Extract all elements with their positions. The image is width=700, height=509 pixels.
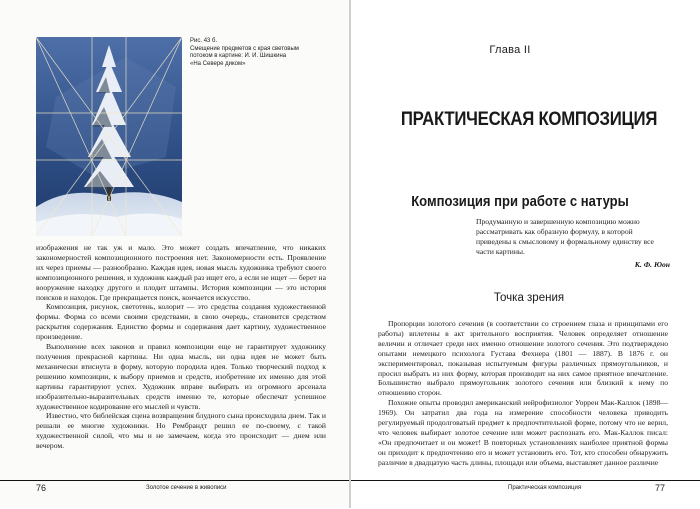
caption-line: Смещение предметов с края световым [190,45,299,52]
epigraph-author: К. Ф. Юон [634,260,670,269]
painting-image [36,37,182,236]
paragraph: изображения не так уж и мало. Это может создать впечатление, что никаких закономерностей композиционного построения нет. Закономерности есть. Проявление их через приемы — разнообразно. Каждая идея, новая мысль художника требуют своего композиционного решения, и художник каждый раз ищет его, а если не ищет — берет на вооружение находку другого и плодит штампы. История композиции — это история поисков и находок. Где прекращается поиск, кончается искусство. [36,243,326,302]
left-page [0,0,349,508]
paragraph: Композиция, рисунок, светотень, колорит — это средства создания художественной формы. Форма со всеми своими средствами, в свою очередь, становится средством раскрытия содержания. Единство формы и содержания дает картину, художественное произведение. [36,302,326,342]
subsection-title: Точка зрения [493,292,565,304]
figure-caption [190,38,320,68]
part-title: ПРАКТИЧЕСКАЯ КОМПОЗИЦИЯ [400,108,658,130]
page-number-left: 76 [36,483,47,493]
paragraph: Выполнение всех законов и правил композиции еще не гарантирует художнику получения прекрасной картины. Ни одна мысль, ни одна идея не может быть механически втиснута в форму, которую породила идея. Только творческий подход к решению композиции, к выбору приемов и средств, изобретение их именно для этой картины гарантируют успех. Художник вправе выбирать из огромного арсенала изобразительно-выразительных средств именно те, которые обеспечат успешное художественное кодирование его мыслей и чувств. [36,342,326,411]
figure-label: Рис. 43 б. [190,38,218,44]
chapter-label: Глава II [489,44,531,56]
paragraph: Известно, что библейская сцена возвращения блудного сына происходила днем. Так и решали ее многие художники. Но Рембрандт решил ее по-своему, с такой художественной силой, что мы и не замечаем, когда это происходит — днем или вечером. [36,411,326,451]
left-body-text [36,243,326,451]
painting-illustration [36,37,182,236]
epigraph-text: Продуманную и завершенную композицию можно рассматривать как образную формулу, в которой приведены к смысловому и формальному единству все части картины. [476,217,654,256]
caption-line: «На Севере диком» [190,60,246,67]
paragraph: Похожие опыты проводил американский нейрофизиолог Уоррен Мак-Каллок (1898—1969). Он затратил два года на измерение способности человека приводить регулируемый продолговатый предмет к предпочтительной форме, потому что не верил, что человек выбирает золотое сечение или может распознать его. Мак-Каллок писал: «Он предпочитает и он может! В повторных установлениях наиболее приятной формы он приходит к предпочтению его и может установить его. Тот, кто способен обнаружить различие в двадцатую часть длины, площади или объема, выставляет данное различие [378,398,668,467]
running-title-right: Практическая композиция [508,485,582,491]
page-number-right: 77 [655,483,666,493]
section-title: Композиция при работе с натуры [411,194,629,210]
caption-line: потоком в картине: И. И. Шишкина [190,53,287,59]
running-title-left: Золотое сечение в живописи [146,485,227,491]
right-body-text [378,319,668,468]
paragraph: Пропорции золотого сечения (в соответствии со строением глаза и принципами его работы) вплетены в акт зрительного восприятия. Человек определяет отношение величин и отличает среди них именно отношение золотого сечения. Это подтверждено опытами немецкого психолога Густава Фехнера (1801 — 1887). В 1876 г. он экспериментировал, показывая испытуемым фигуры различных прямоугольников, и просил выбрать из них форму, которая производит на них самое приятное впечатление. Большинство выбрало прямоугольник золотого сечения или близкий к нему по отношению сторон. [378,319,668,398]
